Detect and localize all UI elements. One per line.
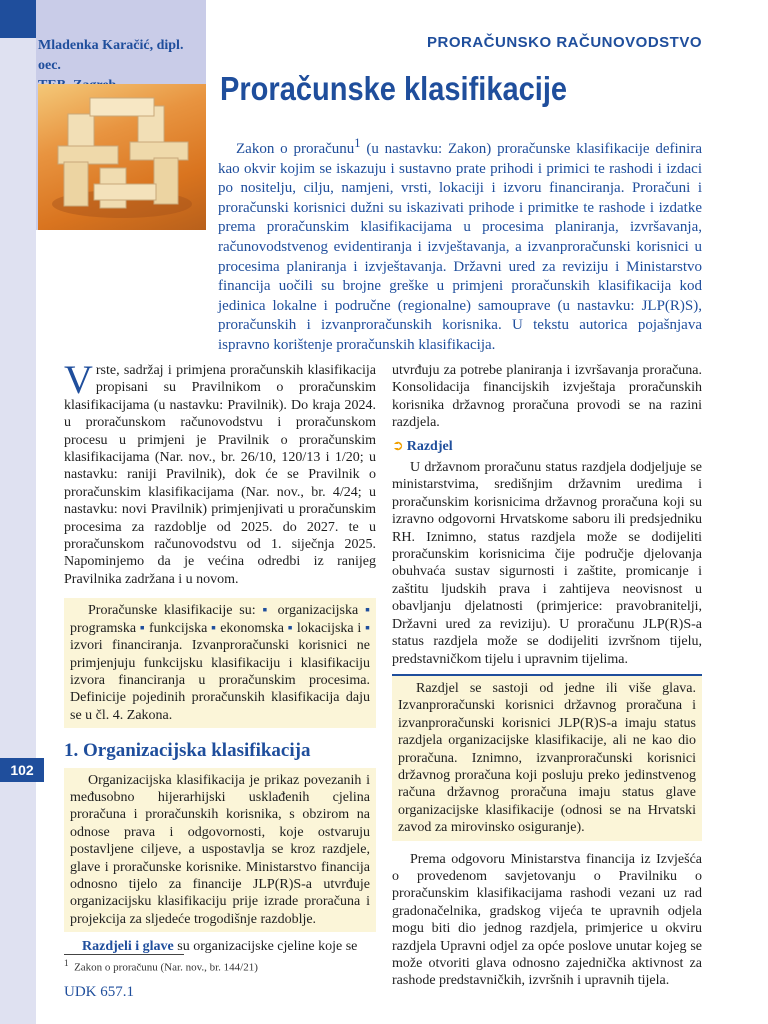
razdjeli-term: Razdjeli i glave: [82, 939, 174, 955]
classification-item: programska: [70, 620, 137, 636]
classifications-text: [70, 602, 370, 724]
author-name: Mladenka Karačić, dipl. oec.: [38, 38, 184, 73]
arrow-right-icon: ➲: [392, 437, 404, 454]
bullet-icon: ▪: [139, 620, 146, 636]
final-paragraph: Prema odgovoru Ministarstva financija iz Izvješća o provedenom savjetovanju o Pravilniku o proračunskim klasifikacijama rashodi vezani uz rad gradonačelnika, gradskog vijeća te upravnih odjela mogu biti dio jednog razdjela, primjerice u okviru razdjela Upravni odjel za opće poslove unutar kojeg se može otvoriti glava odnosno zajednička aktivnost za rashode predstavničkih, izvršnih i upravnih tijela.: [392, 851, 702, 989]
intro-paragraph: [64, 357, 376, 588]
udk-code: UDK 657.1: [64, 984, 134, 1000]
section-heading: 1. Organizacijska klasifikacija: [64, 740, 311, 762]
classification-item: organizacijska: [277, 603, 359, 619]
lead-paragraph: [218, 134, 702, 356]
lead-text-rest: (u nastavku: Zakon) proračunske klasifikacije definira kao okvir kojim se iskazuju i sustavno prate prihodi i primici te rashodi i izdaci po nositelju, cilju, namjeni, vrsti, lokaciji i izvoru financiranja. Proračuni i proračunski korisnici dužni su iskazivati prihode i primitke te rashode i izdatke prema proračunskim klasifikacijama u procesima planiranja, izvršavanja, računovodstvenog evidentiranja i izvještavanja, a izvanproračunski korisnici u procesima planiranja i izvještavanja. Državni ured za reviziju i Ministarstvo financija uočili su brojne greške u primjeni proračunskih klasifikacija kod jedinica lokalne i područne (regionalne) samouprave (u nastavku: JLP(R)S), proračunskih i izvanproračunskih korisnika. U tekstu autorica pojašnjava ispravno korištenje proračunskih klasifikacija.: [218, 141, 702, 353]
classifications-rest: Izvanproračunski korisnici ne primjenjuju funkcijsku klasifikaciju i klasifikaciju izvora financiranja u proračunskim procesima. Definicije pojedinih proračunskih klasifikacija daju se u čl. 4. Zakona.: [70, 638, 370, 723]
lead-text-start: Zakon o proračunu: [236, 141, 355, 157]
classification-item: izvori financiranja.: [70, 638, 183, 654]
footnote: [64, 958, 258, 974]
razdjel-box-text: Razdjel se sastoji od jedne ili više glava. Izvanproračunski korisnici državnog proračuna i izvanproračunski korisnici JLP(R)S-a imaju status razdjela organizacijske klasifikacije, ali ne kao dio proračuna. Iznimno, izvanproračunski korisnici državnog proračuna koji posluju preko jedinstvenog računa državnog proračuna imaju status glave organizacijske klasifikacije (odnosi se na Hrvatski zavod za mirovinsko osiguranje).: [398, 680, 696, 836]
razdjel-heading: [392, 438, 702, 455]
classification-item: lokacijska i: [296, 620, 362, 636]
article-title: Proračunske klasifikacije: [220, 70, 568, 107]
intro-text: rste, sadržaj i primjena proračunskih klasifikacija propisani su Pravilnikom o proračunskim klasifikacijama (u nastavku: Pravilnik). Do kraja 2024. u proračunskom računovodstvu i proračunskom procesu u primjeni je Pravilnik o proračunskim klasifikacijama (Nar. nov., br. 26/10, 120/13 i 1/20; u nastavku: raniji Pravilnik), dok će se Pravilnik o proračunskim klasifikacijama (Nar. nov., br. 4/24; u nastavku: novi Pravilnik) primjenjivati u proračunskim procesima za razdoblje od 2025. do 2027. te u proračunskom računovodstvu od 1. siječnja 2025. Napominjemo da je većina odredbi iz ranijeg Pravilnika zadržana i u novom.: [64, 363, 376, 587]
right-column: [392, 362, 702, 990]
bullet-icon: ▪: [211, 620, 217, 636]
bullet-icon: ▪: [262, 603, 271, 619]
org-classification-text: Organizacijska klasifikacija je prikaz povezanih i međusobno hijerarhijski usklađenih cjelina proračuna i proračunskih korisnika, s obzirom na odnose prava i odgovornosti, koje ostvaruju postavljene ciljeve, a uspostavlja se kroz razdjele, glave i proračunske korisnike. Ministarstvo financija odnosno tijelo za financije JLP(R)S-a utvrđuje organizacijsku klasifikaciju prije izrade proračuna i projekcija za sljedeće trogodišnje razdoblje.: [70, 772, 370, 927]
wooden-blocks-illustration: [38, 84, 206, 230]
razdjel-paragraph: U državnom proračunu status razdjela dodjeljuje se ministarstvima, središnjim državnim uredima i proračunskim korisnicima državnog proračuna koji su izravno odgovorni Hrvatskome saboru ili predsjedniku RH. Iznimno, status razdjela može se dodijeliti proračunskim korisnicima čije područje djelovanja obuhvaća sustav sigurnosti i zaštite, promicanje i zaštitu ljudskih prava i zahtijeva neovisnost u obavljanju djelatnosti (primjerice: pravobranitelji, Državni ured za reviziju). U proračunu JLP(R)S-a status razdjela može se dodijeliti izvršnom tijelu, predstavničkom tijelu i upravnim tijelima.: [392, 460, 702, 667]
footnote-divider: [64, 954, 184, 955]
continuation-paragraph: utvrđuju za potrebe planiranja i izvršavanja proračuna. Konsolidacija financijskih izvještaja proračunskih korisnika državnog proračuna provodi se na razini razdjela.: [392, 363, 702, 431]
wooden-blocks-photo: [38, 84, 206, 230]
classification-item: funkcijska: [148, 620, 208, 636]
bullet-icon: ▪: [365, 603, 371, 619]
left-column: [64, 357, 376, 956]
razdjeli-text: su organizacijske cjeline koje se: [173, 939, 358, 955]
org-classification-box: [64, 768, 376, 933]
sidebar-color-bar: [0, 0, 36, 38]
classification-item: ekonomska: [220, 620, 284, 636]
razdjel-box: [392, 674, 702, 841]
razdjeli-paragraph: [64, 938, 376, 955]
sidebar-lavender-strip: [0, 38, 36, 1024]
bullet-icon: ▪: [365, 620, 371, 636]
page-number: 102: [0, 758, 44, 782]
classifications-box: [64, 598, 376, 728]
footnote-text: Zakon o proračunu (Nar. nov., br. 144/21): [74, 961, 258, 974]
bullet-icon: ▪: [287, 620, 294, 636]
razdjel-heading-text: Razdjel: [406, 438, 453, 454]
classifications-lead: Proračunske klasifikacije su:: [88, 603, 256, 619]
footnote-ref: 1: [354, 136, 361, 150]
drop-cap: V: [64, 357, 93, 402]
section-header: PRORAČUNSKO RAČUNOVODSTVO: [426, 34, 702, 51]
footnote-mark: 1: [64, 958, 69, 968]
